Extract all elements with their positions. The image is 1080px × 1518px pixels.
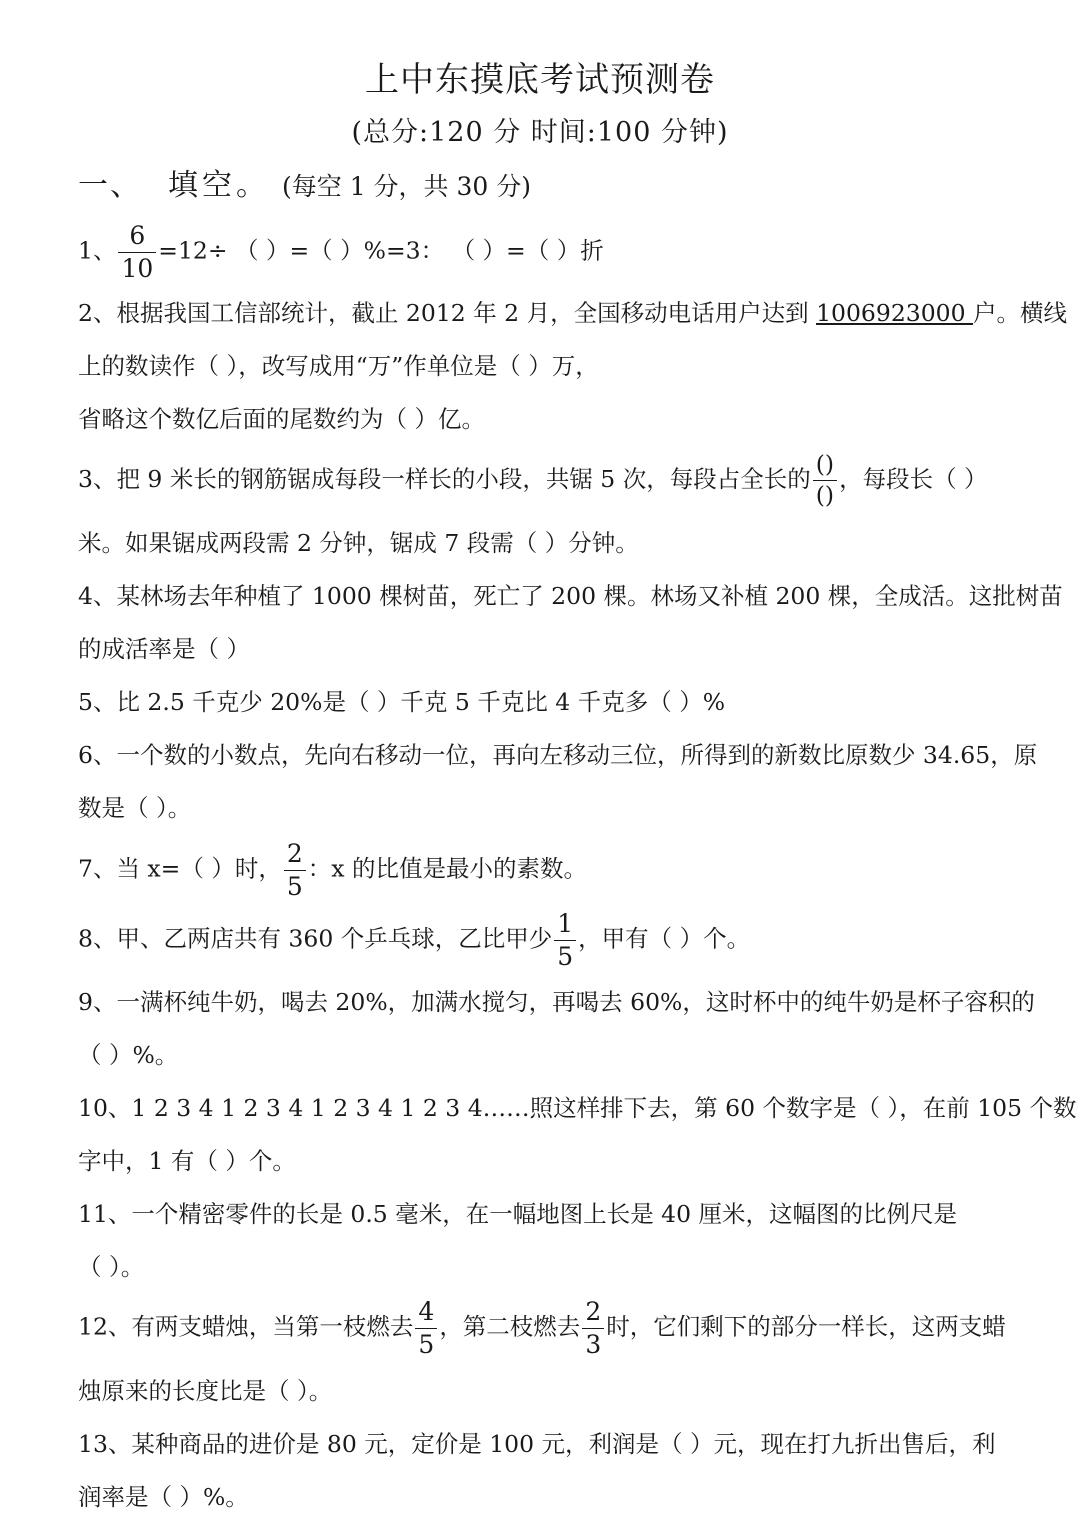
question-11-line-2: （ ）。 [78,1253,145,1281]
q12-text: 时，它们剩下的部分一样长，这两支蜡 [606,1312,1006,1341]
q7-text: ：x 的比值是最小的素数。 [307,854,587,883]
section-heading [78,160,531,204]
q3-text-b: ，每段长（ ） [839,464,988,493]
question-10-line-2: 字中，1 有（ ）个。 [78,1147,296,1175]
question-7 [78,840,587,900]
q8-prefix: 8、甲、乙两店共有 360 个乒乓球，乙比甲少 [78,924,553,953]
question-5: 5、比 2.5 千克少 20%是（ ）千克 5 千克比 4 千克多（ ）% [78,688,726,716]
section-number: 一、 [78,168,142,203]
q1-frac-num: 6 [129,221,146,250]
question-12-line-2: 烛原来的长度比是（ ）。 [78,1377,333,1405]
question-2-line-3: 省略这个数亿后面的尾数约为（ ）亿。 [78,405,485,433]
question-2-line-1 [78,299,1068,327]
q1-frac-den: 10 [121,253,154,283]
q7-prefix: 7、当 x=（ ）时， [78,854,282,883]
question-3-line-1 [78,452,988,509]
q12-frac1-num: 4 [418,1297,435,1326]
question-6-line-1: 6、一个数的小数点，先向右移动一位，再向左移动三位，所得到的新数比原数少 34.65，原 [78,741,1038,769]
q12-frac2-num: 2 [585,1297,602,1326]
q2-underlined-number: 1006923000 [816,299,974,327]
section-title: 填空。 [168,168,270,203]
question-8 [78,910,750,970]
question-6-line-2: 数是（ ）。 [78,794,192,822]
q12-fraction-2 [582,1298,604,1358]
q7-frac-num: 2 [286,839,303,868]
q1-text: =12÷ （ ）=（ ）%=3： （ ）=（ ）折 [158,236,604,265]
exam-info: (总分:120 分 时间:100 分钟) [351,117,729,148]
q3-frac-den: () [815,480,835,509]
question-12-line-1 [78,1298,1006,1358]
question-4-line-2: 的成活率是（ ） [78,635,250,663]
q8-fraction [554,910,576,970]
question-4-line-1: 4、某林场去年种植了 1000 棵树苗，死亡了 200 棵。林场又补植 200 棵，全成活。这批树苗 [78,582,1063,610]
q3-frac-num: () [815,450,835,478]
q8-frac-num: 1 [557,909,574,938]
q7-frac-den: 5 [286,871,303,901]
q12-frac2-den: 3 [585,1329,602,1359]
q7-fraction [284,840,306,900]
q12-fraction-1 [415,1298,437,1358]
page-title: 上中东摸底考试预测卷 [365,60,715,100]
q2-text-b: 户。横线 [973,299,1068,327]
section-note: (每空 1 分，共 30 分) [282,172,532,201]
q12-mid: ，第二枝燃去 [439,1312,581,1341]
question-1 [78,222,604,282]
question-9-line-1: 9、一满杯纯牛奶，喝去 20%，加满水搅匀，再喝去 60%，这时杯中的纯牛奶是杯子容积的 [78,988,1035,1016]
q8-text: ，甲有（ ）个。 [578,924,751,953]
q3-fraction [813,452,837,509]
q2-text-a: 2、根据我国工信部统计，截止 2012 年 2 月，全国移动电话用户达到 [78,299,817,327]
q8-frac-den: 5 [557,941,574,971]
q12-frac1-den: 5 [418,1329,435,1359]
question-13-line-1: 13、某种商品的进价是 80 元，定价是 100 元，利润是（ ）元，现在打九折出售后，利 [78,1430,996,1458]
q3-text-a: 3、把 9 米长的钢筋锯成每段一样长的小段，共锯 5 次，每段占全长的 [78,464,811,493]
question-3-line-2: 米。如果锯成两段需 2 分钟，锯成 7 段需（ ）分钟。 [78,529,639,557]
q12-prefix: 12、有两支蜡烛，当第一枝燃去 [78,1312,414,1341]
question-2-line-2: 上的数读作（ ），改写成用“万”作单位是（ ）万， [78,352,599,380]
question-13-line-2: 润率是（ ）%。 [78,1483,249,1511]
question-10-line-1: 10、1 2 3 4 1 2 3 4 1 2 3 4 1 2 3 4……照这样排下去，第 60 个数字是（ ），在前 105 个数 [78,1094,1077,1122]
question-9-line-2: （ ）%。 [78,1041,179,1069]
q1-prefix: 1、 [78,236,117,265]
q1-fraction [118,222,156,282]
question-11-line-1: 11、一个精密零件的长是 0.5 毫米，在一幅地图上长是 40 厘米，这幅图的比例尺是 [78,1200,958,1228]
